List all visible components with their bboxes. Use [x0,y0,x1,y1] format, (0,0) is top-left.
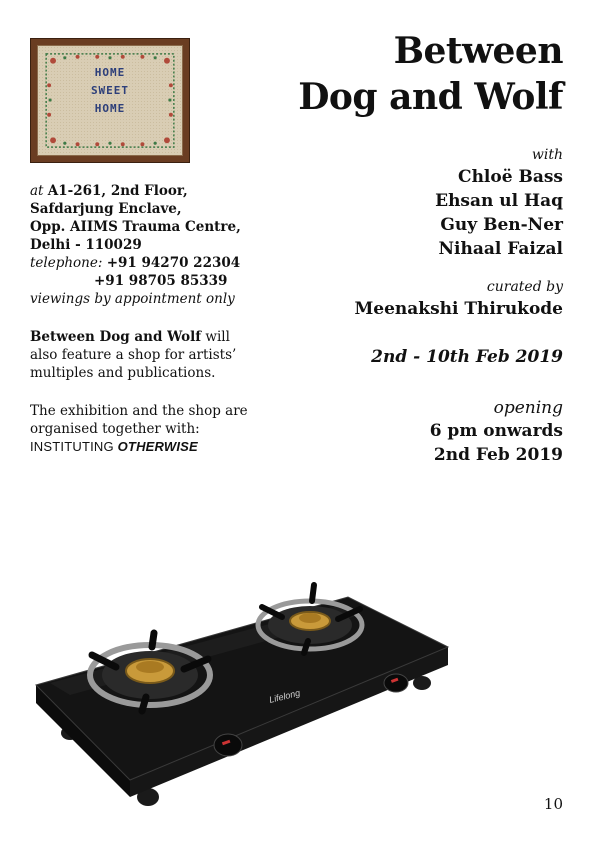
page-number: 10 [543,795,563,813]
address-line: Delhi - 110029 [30,237,142,253]
address-line: A1-261, 2nd Floor, [47,183,188,199]
organiser-name [30,438,260,456]
artist-name: Guy Ben-Ner [440,215,563,235]
shop-text: will also feature a shop for artists’ multiples and publications. [30,329,237,381]
exhibition-dates: 2nd - 10th Feb 2019 [371,347,563,367]
phone-block [30,254,260,272]
address-block [30,182,260,254]
phone-number[interactable]: +91 98705 85339 [94,273,228,289]
curator-name: Meenakshi Thirukode [354,299,563,319]
phone-label: telephone: [30,255,103,271]
stitch-line-1: HOME [94,66,126,79]
organiser-name-bold: OTHERWISE [117,439,198,454]
title-line-2: Dog and Wolf [298,76,563,118]
artists-intro: with [531,147,563,163]
organisers-text: The exhibition and the shop are organised together with: [30,403,248,437]
title-line-1: Between [393,30,563,72]
address-at: at [30,183,44,199]
artist-name: Chloë Bass [458,167,563,187]
shop-title: Between Dog and Wolf [30,329,202,345]
gas-stove-image [30,575,455,815]
organiser-name-plain: INSTITUTING [30,439,118,454]
stitch-line-2: SWEET [90,84,130,97]
opening-date: 2nd Feb 2019 [433,445,563,465]
address-line: Opp. AIIMS Trauma Centre, [30,219,241,235]
organisers-paragraph [30,402,260,456]
opening-label: opening [493,398,563,418]
curator-intro: curated by [486,279,563,295]
stove-brand-text: Lifelong [268,687,302,705]
viewing-note: viewings by appointment only [30,291,235,307]
exhibition-title [298,28,563,120]
framed-artwork [30,38,190,163]
artist-name: Nihaal Faizal [438,239,563,259]
cross-stitch-canvas [37,45,183,156]
exhibition-details [303,145,563,467]
artist-name: Ehsan ul Haq [435,191,563,211]
floral-border-icon [38,46,182,155]
address-line: Safdarjung Enclave, [30,201,182,217]
stitch-line-3: HOME [94,102,126,115]
phone-number[interactable]: +91 94270 22304 [106,255,241,271]
opening-time: 6 pm onwards [429,421,563,441]
shop-paragraph [30,328,260,382]
venue-info [30,182,260,456]
